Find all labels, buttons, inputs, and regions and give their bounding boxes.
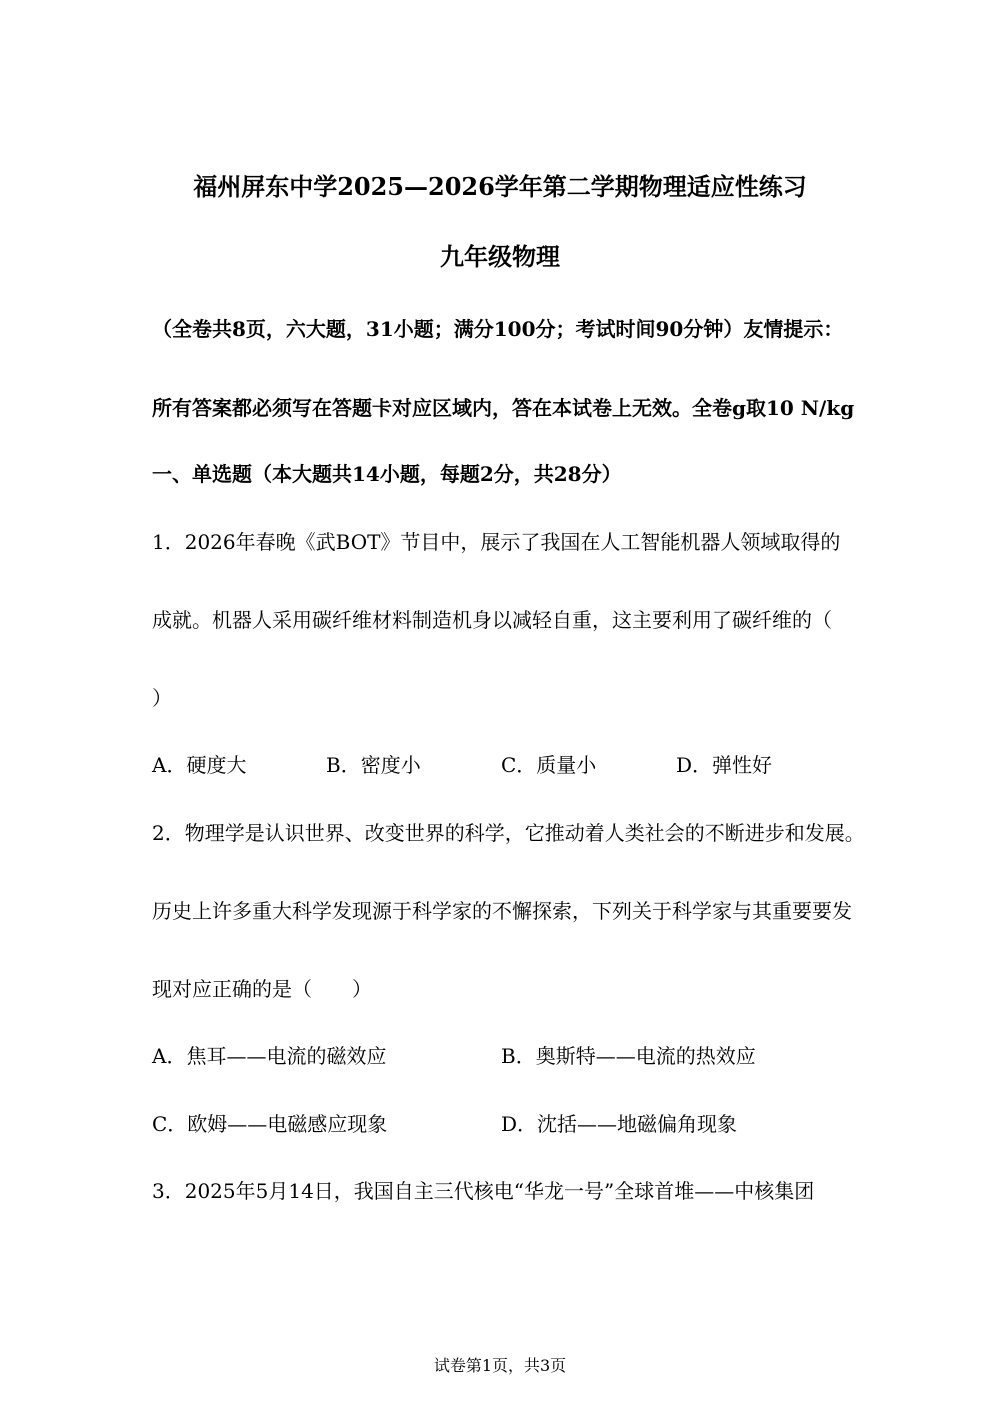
exam-subtitle: 九年级物理 [440,242,560,271]
question-2-option-b: B．奥斯特——电流的热效应 [501,1044,756,1068]
question-3-line-1: 3．2025年5月14日，我国自主三代核电“华龙一号”全球首堆——中核集团 [152,1179,815,1203]
question-1-option-b: B．密度小 [326,753,421,777]
question-1-line-2: 成就。机器人采用碳纤维材料制造机身以减轻自重，这主要利用了碳纤维的（ [152,608,832,632]
question-1-option-a: A．硬度大 [152,753,247,777]
question-2-line-3: 现对应正确的是（ ） [152,977,372,1001]
question-1-option-d: D．弹性好 [676,753,773,777]
question-2-option-d: D．沈括——地磁偏角现象 [501,1112,738,1136]
exam-info: （全卷共8页，六大题，31小题；满分100分；考试时间90分钟）友情提示： [152,317,844,341]
question-1-line-3: ） [152,686,172,710]
exam-title: 福州屏东中学2025—2026学年第二学期物理适应性练习 [193,172,807,201]
exam-notice: 所有答案都必须写在答题卡对应区域内，答在本试卷上无效。全卷g取10 N/kg [152,396,855,420]
question-1-line-1: 1．2026年春晚《武BOT》节目中，展示了我国在人工智能机器人领域取得的 [152,530,841,554]
question-2-option-a: A．焦耳——电流的磁效应 [152,1044,387,1068]
question-2-line-1: 2．物理学是认识世界、改变世界的科学，它推动着人类社会的不断进步和发展。 [152,821,865,845]
question-2-option-c: C．欧姆——电磁感应现象 [152,1112,388,1136]
question-2-line-2: 历史上许多重大科学发现源于科学家的不懈探索，下列关于科学家与其重要要发 [152,899,852,923]
section-heading: 一、单选题（本大题共14小题，每题2分，共28分） [152,462,622,486]
page-footer: 试卷第1页，共3页 [433,1356,567,1375]
question-1-option-c: C．质量小 [501,753,597,777]
